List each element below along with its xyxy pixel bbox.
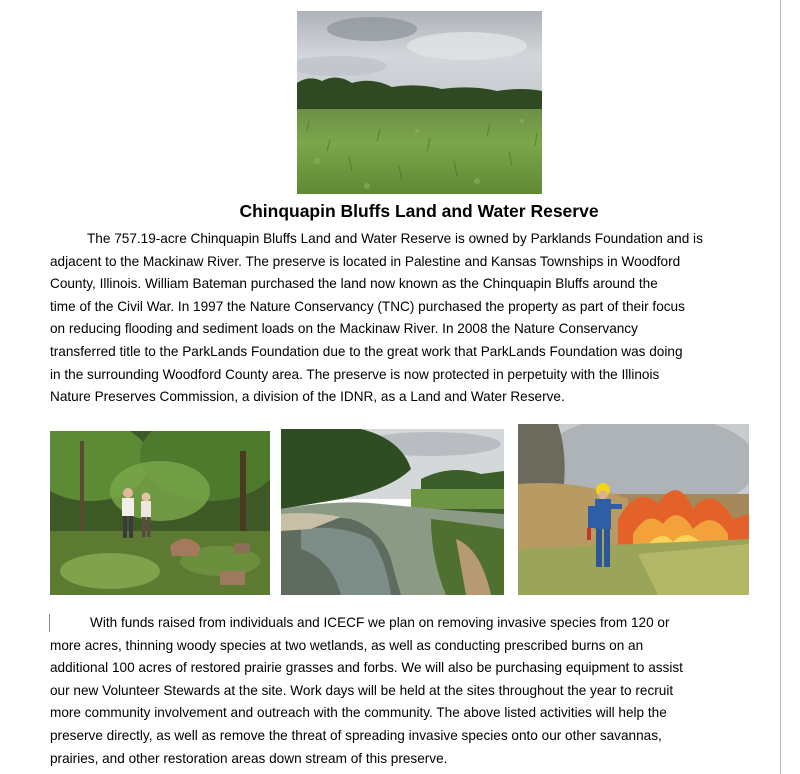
paragraph-line: more acres, thinning woody species at two wetlands, as well as conducting prescribed burns on an — [50, 637, 644, 653]
paragraph-line: The 757.19-acre Chinquapin Bluffs Land and Water Reserve is owned by Parklands Foundation and is — [87, 231, 703, 246]
people-in-woods-photo — [50, 431, 270, 595]
funding-paragraph — [50, 612, 785, 770]
paragraph-line: Nature Preserves Commission, a division of the IDNR, as a Land and Water Reserve. — [50, 389, 565, 405]
paragraph-line: With funds raised from individuals and ICECF we plan on removing invasive species from 120 or — [90, 615, 670, 630]
river-photo — [281, 429, 504, 595]
paragraph-line: in the surrounding Woodford County area. The preserve is now protected in perpetuity with the Illinois — [50, 366, 660, 382]
intro-paragraph — [50, 228, 785, 409]
paragraph-line: additional 100 acres of restored prairie grasses and forbs. We will also be purchasing equipment to assist — [50, 660, 683, 676]
paragraph-line: preserve directly, as well as remove the threat of spreading invasive species onto our other savannas, — [50, 727, 662, 743]
document-title: Chinquapin Bluffs Land and Water Reserve — [239, 201, 599, 221]
paragraph-line: prairies, and other restoration areas down stream of this preserve. — [50, 750, 448, 766]
paragraph-line: on reducing flooding and sediment loads on the Mackinaw River. In 2008 the Nature Conservancy — [50, 321, 638, 337]
paragraph-line: more community involvement and outreach with the community. The above listed activities will help the — [50, 705, 667, 721]
paragraph-line: County, Illinois. William Bateman purchased the land now known as the Chinquapin Bluffs around the — [50, 276, 658, 292]
prescribed-burn-photo — [518, 424, 749, 595]
paragraph-line: our new Volunteer Stewards at the site. Work days will be held at the sites throughout the year to recruit — [50, 682, 674, 698]
paragraph-line: adjacent to the Mackinaw River. The preserve is located in Palestine and Kansas Townships in Woodford — [50, 253, 681, 269]
paragraph-line: transferred title to the ParkLands Foundation due to the great work that ParkLands Foundation was doing — [50, 343, 683, 359]
paragraph-line: time of the Civil War. In 1997 the Nature Conservancy (TNC) purchased the property as part of their focus — [50, 298, 685, 314]
prairie-field-photo — [297, 11, 542, 194]
